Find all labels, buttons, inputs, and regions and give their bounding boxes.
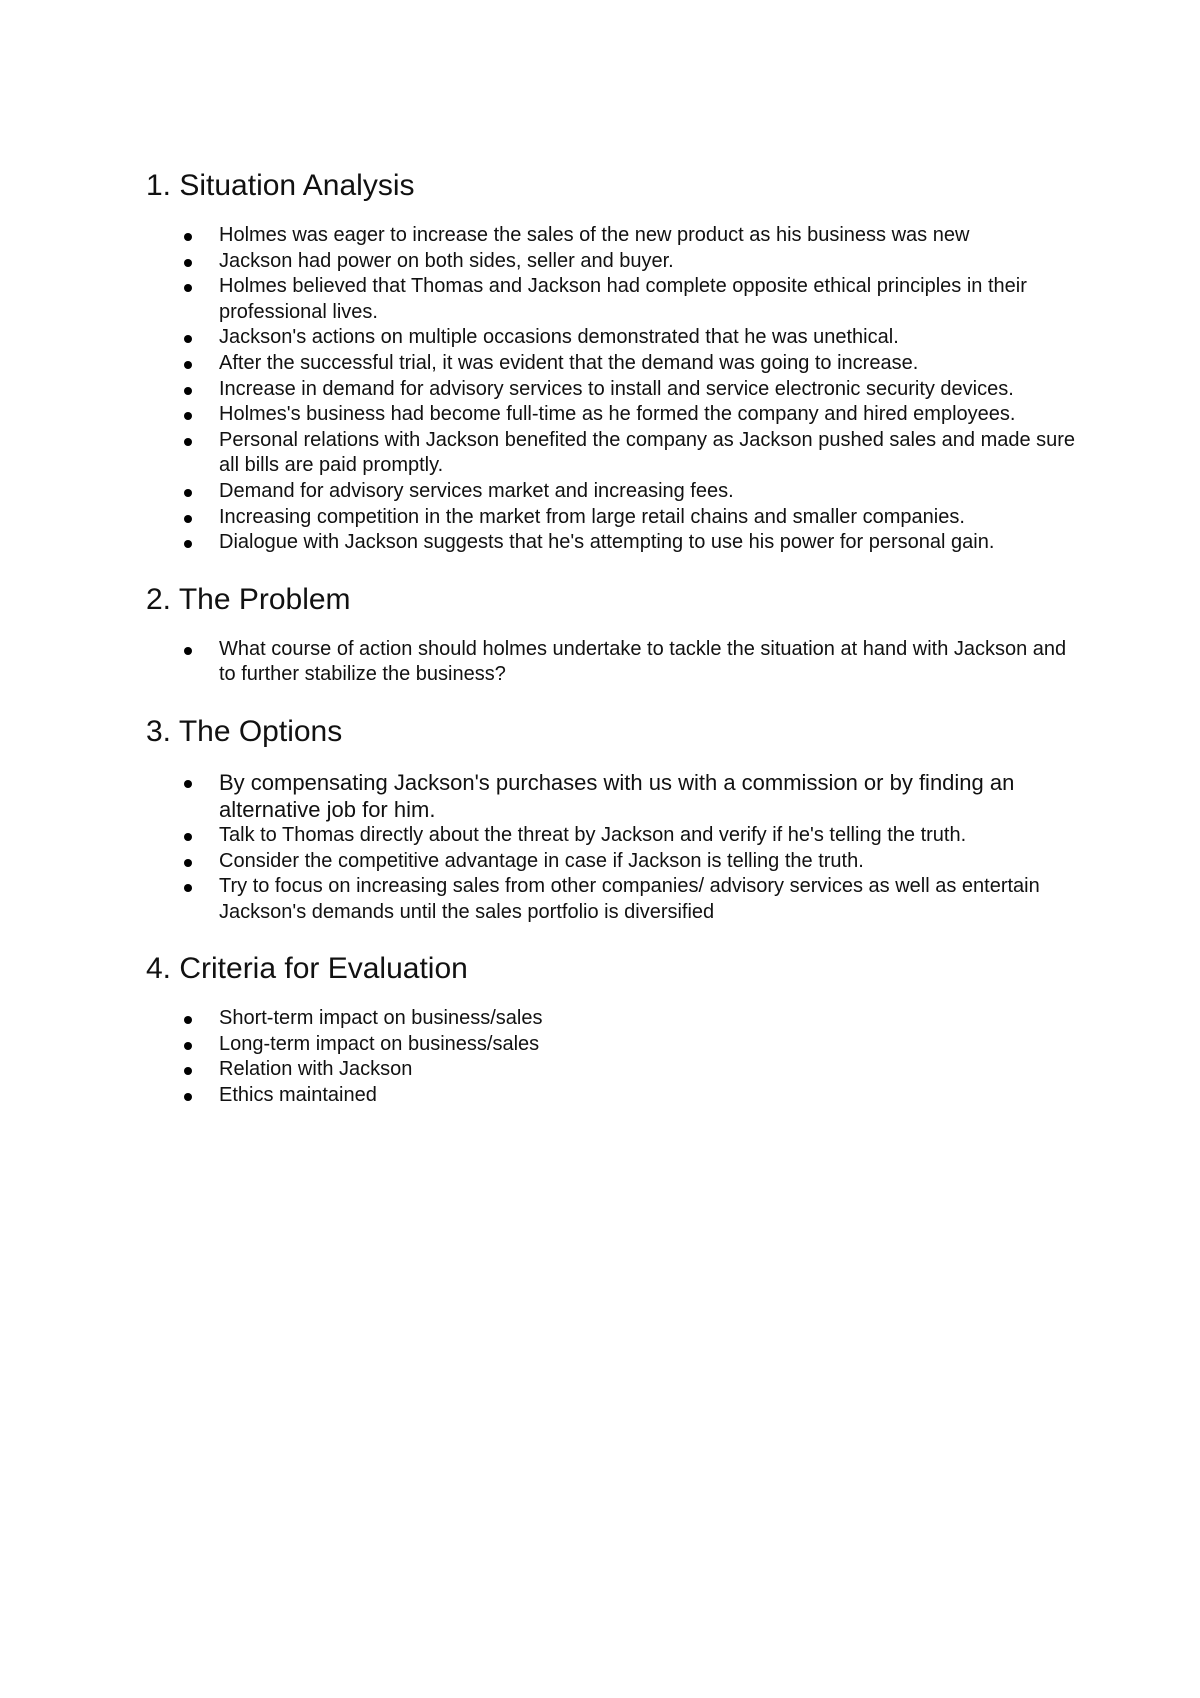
list-item-text: Personal relations with Jackson benefited the company as Jackson pushed sales and made sure all bills are paid promptly. (219, 428, 1076, 477)
section-criteria-for-evaluation (146, 951, 1076, 1108)
bullet-icon (184, 833, 192, 841)
bullet-icon (184, 1067, 192, 1075)
list-item (146, 874, 1076, 925)
list-item (146, 505, 1076, 531)
list-item (146, 1057, 1076, 1083)
list-item-text: Talk to Thomas directly about the threat by Jackson and verify if he's telling the truth. (219, 823, 967, 846)
section-heading: 2. The Problem (146, 582, 351, 616)
list-item-text: Increase in demand for advisory services to install and service electronic security devices. (219, 377, 1014, 400)
bullet-icon (184, 859, 192, 867)
bullet-icon (184, 438, 192, 446)
list-item (146, 325, 1076, 351)
list-item (146, 377, 1076, 403)
list-item (146, 351, 1076, 377)
list-item-text: What course of action should holmes undertake to tackle the situation at hand with Jackson and to further stabilize the business? (219, 637, 1067, 686)
bullet-list (146, 223, 1076, 556)
list-item (146, 1083, 1076, 1109)
section-heading: 1. Situation Analysis (146, 169, 415, 202)
bullet-list (146, 769, 1076, 925)
bullet-icon (184, 780, 192, 788)
list-item-text: Consider the competitive advantage in case if Jackson is telling the truth. (219, 849, 864, 872)
list-item (146, 274, 1076, 325)
bullet-icon (184, 1093, 192, 1101)
section-heading: 3. The Options (146, 714, 343, 748)
list-item-text: Jackson had power on both sides, seller and buyer. (219, 249, 674, 272)
list-item (146, 769, 1076, 823)
list-item-text: By compensating Jackson's purchases with us with a commission or by finding an alternative job for him. (219, 769, 1015, 822)
list-item (146, 849, 1076, 875)
list-item-text: Holmes was eager to increase the sales of the new product as his business was new (219, 224, 970, 246)
bullet-icon (184, 412, 192, 420)
list-item (146, 530, 1076, 556)
list-item (146, 402, 1076, 428)
list-item (146, 428, 1076, 479)
bullet-icon (184, 233, 192, 241)
list-item (146, 637, 1076, 688)
bullet-icon (184, 361, 192, 369)
list-item-text: Dialogue with Jackson suggests that he's attempting to use his power for personal gain. (219, 531, 995, 554)
section-the-options (146, 714, 1076, 925)
bullet-icon (184, 259, 192, 267)
bullet-icon (184, 1042, 192, 1050)
list-item-text: Holmes believed that Thomas and Jackson had complete opposite ethical principles in their professional lives. (219, 275, 1027, 323)
list-item-text: Ethics maintained (219, 1084, 377, 1107)
bullet-icon (184, 540, 192, 548)
list-item (146, 223, 1076, 249)
list-item-text: Short-term impact on business/sales (219, 1007, 543, 1030)
list-item-text: Jackson's actions on multiple occasions demonstrated that he was unethical. (219, 326, 899, 349)
list-item (146, 249, 1076, 275)
list-item-text: Increasing competition in the market from large retail chains and smaller companies. (219, 505, 965, 528)
bullet-list (146, 637, 1076, 688)
list-item-text: Demand for advisory services market and increasing fees. (219, 479, 734, 502)
section-the-problem (146, 582, 1076, 688)
list-item-text: Try to focus on increasing sales from other companies/ advisory services as well as entertain Jackson's demands until the sales portfolio is diversified (219, 875, 1040, 923)
bullet-icon (184, 515, 192, 523)
section-situation-analysis (146, 168, 1076, 556)
bullet-icon (184, 335, 192, 343)
bullet-icon (184, 647, 192, 655)
bullet-icon (184, 284, 192, 292)
document-content (146, 168, 1076, 1135)
list-item (146, 1032, 1076, 1058)
bullet-icon (184, 489, 192, 497)
bullet-icon (184, 387, 192, 395)
bullet-list (146, 1006, 1076, 1108)
bullet-icon (184, 884, 192, 892)
list-item-text: Long-term impact on business/sales (219, 1032, 540, 1055)
list-item (146, 1006, 1076, 1032)
list-item (146, 479, 1076, 505)
list-item-text: After the successful trial, it was evident that the demand was going to increase. (219, 351, 919, 374)
list-item-text: Holmes's business had become full-time as he formed the company and hired employees. (219, 403, 1016, 426)
list-item (146, 823, 1076, 849)
bullet-icon (184, 1016, 192, 1024)
list-item-text: Relation with Jackson (219, 1058, 413, 1081)
section-heading: 4. Criteria for Evaluation (146, 952, 468, 986)
